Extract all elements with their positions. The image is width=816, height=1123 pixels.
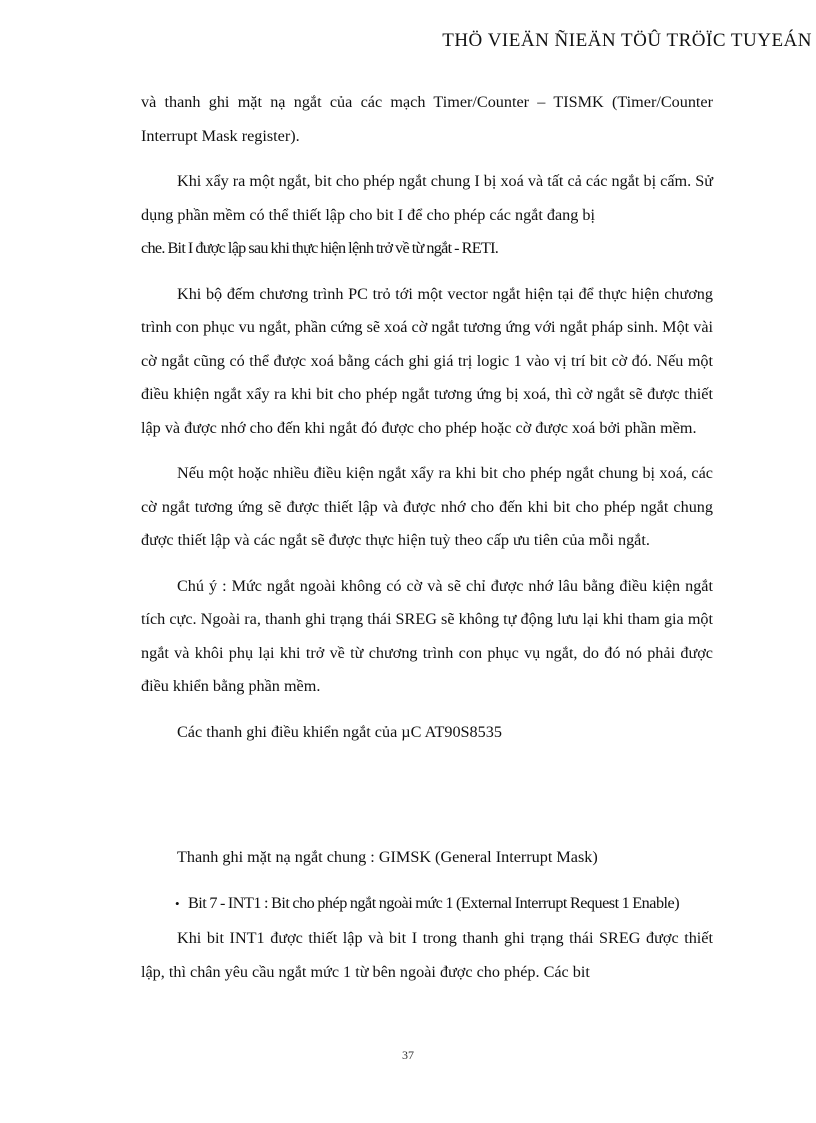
bullet-item-int1 [141,887,713,921]
section-heading-gimsk: Thanh ghi mặt nạ ngắt chung : GIMSK (General Interrupt Mask) [177,848,598,866]
body-text [141,86,713,1001]
paragraph-note: Chú ý : Mức ngắt ngoài không có cờ và sẽ chỉ được nhớ lâu bằng điều kiện ngắt tích cực. Ngoài ra, thanh ghi trạng thái SREG sẽ không tự động lưu lại khi tham gia một ngắt và khôi phụ lại khi trở về từ chương trình con phục vụ ngắt, do đó nó phải được điều khiển bằng phần mềm. [141,576,713,695]
paragraph-reti: che. Bit I được lập sau khi thực hiện lệnh trở về từ ngắt - RETI. [141,239,499,257]
paragraph-continuation: và thanh ghi mặt nạ ngắt của các mạch Timer/Counter – TISMK (Timer/Counter Interrupt Mask register). [141,93,713,145]
paragraph-multiple-conditions: Nếu một hoặc nhiều điều kiện ngắt xẩy ra khi bit cho phép ngắt chung bị xoá, các cờ ngắt tương ứng sẽ được thiết lập và được nhớ cho đến khi bit cho phép ngắt chung được thiết lập và các ngắt sẽ được thực hiện tuỳ theo cấp ưu tiên của mỗi ngắt. [141,464,713,549]
paragraph-interrupt-clear: Khi xẩy ra một ngắt, bit cho phép ngắt chung I bị xoá và tất cả các ngắt bị cấm. Sử dụng phần mềm có thể thiết lập cho bit I để cho phép các ngắt đang bị [141,172,713,224]
paragraph-control-registers: Các thanh ghi điều khiển ngắt của µC AT90S8535 [177,722,502,741]
paragraph-int1: Khi bit INT1 được thiết lập và bit I trong thanh ghi trạng thái SREG được thiết lập, thì chân yêu cầu ngắt mức 1 từ bên ngoài được cho phép. Các bit [141,929,713,981]
paragraph-pc-vector: Khi bộ đếm chương trình PC trỏ tới một vector ngắt hiện tại để thực hiện chương trình con phục vu ngắt, phần cứng sẽ xoá cờ ngắt tương ứng với ngắt pháp sinh. Một vài cờ ngắt cũng có thể được xoá bằng cách ghi giá trị logic 1 vào vị trí bit cờ đó. Nếu một điều khiện ngắt xẩy ra khi bit cho phép ngắt tương ứng bị xoá, thì cờ ngắt sẽ được thiết lập và được nhớ cho đến khi ngắt đó được cho phép hoặc cờ được xoá bởi phần mềm. [141,284,713,437]
running-header: THÖ VIEÄN ÑIEÄN TÖÛ TRÖÏC TUYEÁN [442,30,812,51]
figure-gap [141,761,713,841]
bullet-icon: • [175,895,180,911]
page-number: 37 [402,1048,414,1062]
bullet-text: Bit 7 - INT1 : Bit cho phép ngắt ngoài mức 1 (External Interrupt Request 1 Enable) [188,893,680,912]
